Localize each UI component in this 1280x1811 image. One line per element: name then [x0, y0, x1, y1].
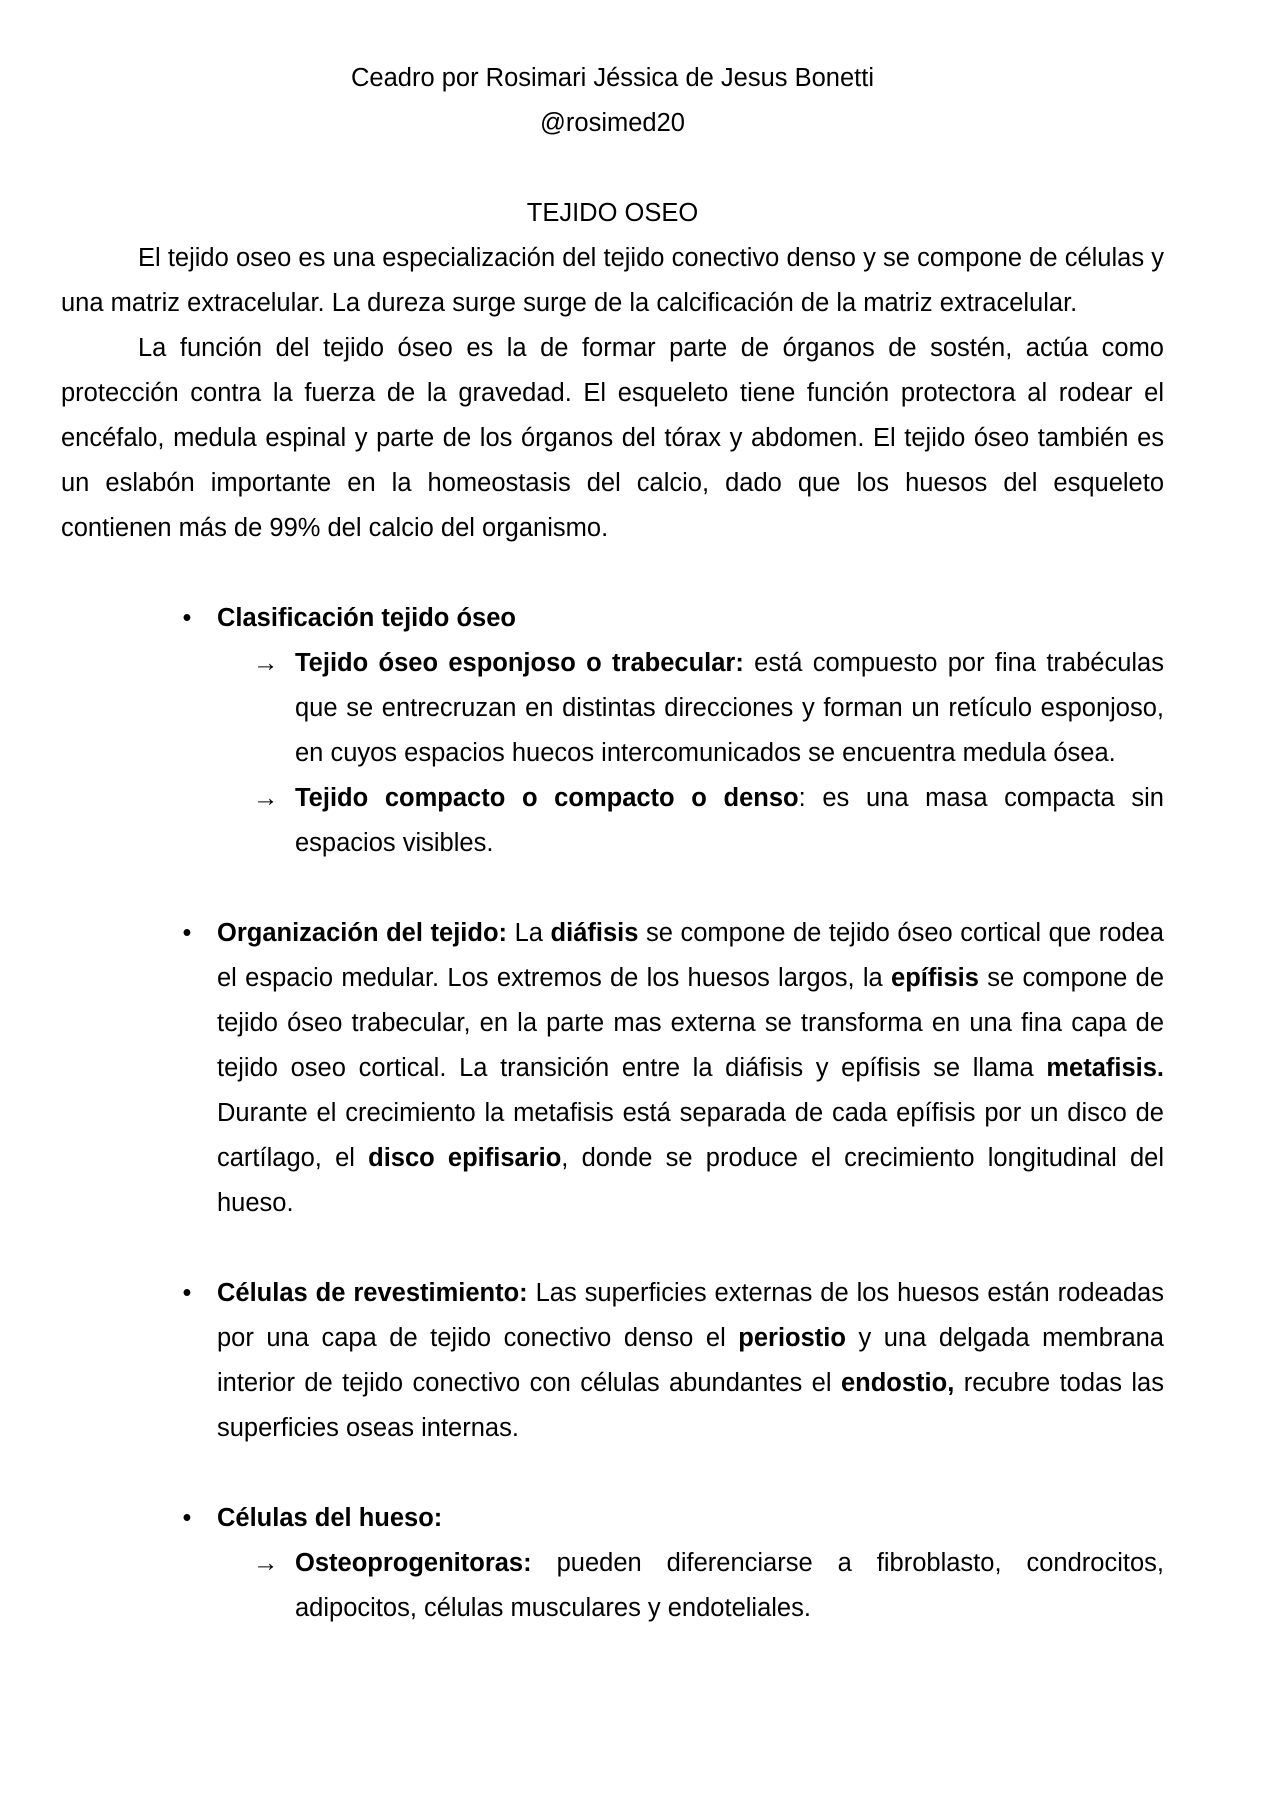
- document-page: [61, 56, 1164, 1631]
- spacer: [61, 146, 1164, 191]
- page-title: TEJIDO OSEO: [526, 199, 699, 227]
- spacer: [61, 866, 1164, 911]
- section-text: Durante el crecimiento la metafisis está separada de cada epífisis por un disco de cartílago, el: [217, 1099, 1164, 1172]
- list-item: [253, 641, 1164, 776]
- section-heading: Organización del tejido:: [217, 919, 508, 947]
- item-term: Osteoprogenitoras:: [295, 1549, 532, 1577]
- item-term: Tejido compacto o compacto o denso: [295, 784, 799, 812]
- term-epifisis: epífisis: [891, 964, 979, 992]
- intro-paragraph-1: El tejido oseo es una especialización del tejido conectivo denso y se compone de células y una matriz extracelular. La dureza surge surge de la calcificación de la matriz extracelular.: [61, 244, 1164, 317]
- arrow-icon: →: [253, 784, 279, 812]
- bullet-icon: •: [182, 1279, 192, 1307]
- section-text: se compone de tejido óseo cortical que rodea el espacio medular. Los extremos de los huesos largos, la: [217, 919, 1164, 992]
- section-heading: Células de revestimiento:: [217, 1279, 528, 1307]
- intro-paragraph-2: La función del tejido óseo es la de formar parte de órganos de sostén, actúa como protección contra la fuerza de la gravedad. El esqueleto tiene función protectora al rodear el encéfalo, medula espinal y parte de los órganos del tórax y abdomen. El tejido óseo también es un eslabón importante en la homeostasis del calcio, dado que los huesos del esqueleto contienen más de 99% del calcio del organismo.: [61, 334, 1164, 542]
- item-text: : es una masa compacta sin espacios visibles.: [295, 784, 1164, 857]
- section-text: recubre todas las superficies oseas internas.: [217, 1369, 1164, 1442]
- section-text: La: [507, 919, 551, 947]
- section-text: y una delgada membrana interior de tejido conectivo con células abundantes el: [217, 1324, 1164, 1397]
- term-periostio: periostio: [738, 1324, 846, 1352]
- term-disco-epifisario: disco epifisario: [368, 1144, 562, 1172]
- section-celulas-hueso: [182, 1496, 1164, 1631]
- section-revestimiento: [182, 1271, 1164, 1451]
- bullet-icon: •: [182, 604, 192, 632]
- spacer: [61, 1451, 1164, 1496]
- section-heading: Clasificación tejido óseo: [217, 604, 516, 632]
- section-clasificacion: [182, 596, 1164, 866]
- list-item: [253, 776, 1164, 866]
- term-metafisis: metafisis.: [1046, 1054, 1164, 1082]
- arrow-icon: →: [253, 1549, 279, 1577]
- section-organizacion: [182, 911, 1165, 1226]
- term-endostio: endostio,: [840, 1369, 955, 1397]
- section-text: Las superficies externas de los huesos están rodeadas por una capa de tejido conectivo denso el: [217, 1279, 1164, 1352]
- item-text: está compuesto por fina trabéculas que se entrecruzan en distintas direcciones y forman un retículo esponjoso, en cuyos espacios huecos intercomunicados se encuentra medula ósea.: [295, 649, 1164, 767]
- section-heading: Células del hueso:: [217, 1504, 443, 1532]
- arrow-icon: →: [253, 649, 279, 677]
- bullet-icon: •: [182, 919, 192, 947]
- item-term: Tejido óseo esponjoso o trabecular:: [295, 649, 744, 677]
- section-text: se compone de tejido óseo trabecular, en la parte mas externa se transforma en una fina capa de tejido oseo cortical. La transición entre la diáfisis y epífisis se llama: [217, 964, 1165, 1082]
- item-text: pueden diferenciarse a fibroblasto, condrocitos, adipocitos, células musculares y endoteliales.: [295, 1549, 1164, 1622]
- section-text: , donde se produce el crecimiento longitudinal del hueso.: [217, 1144, 1164, 1217]
- author-line: Ceadro por Rosimari Jéssica de Jesus Bonetti: [351, 64, 874, 92]
- spacer: [61, 551, 1164, 596]
- spacer: [61, 1226, 1164, 1271]
- list-item: [253, 1541, 1164, 1631]
- author-handle: @rosimed20: [540, 109, 685, 137]
- bullet-icon: •: [182, 1504, 192, 1532]
- term-diafisis: diáfisis: [550, 919, 639, 947]
